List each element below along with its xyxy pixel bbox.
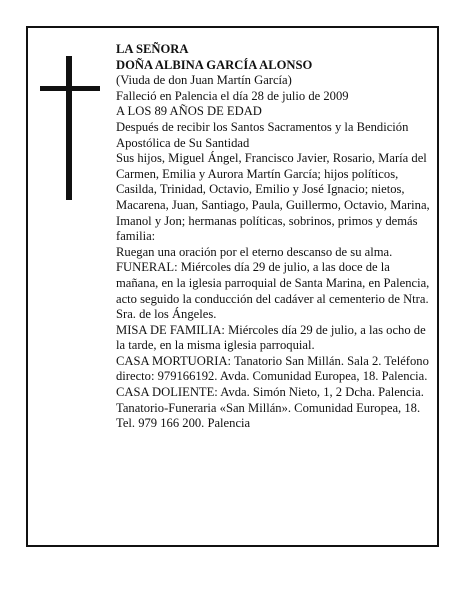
family-text: Sus hijos, Miguel Ángel, Francisco Javier, Rosario, María del Carmen, Emilia y Aurora Martín García; hijos políticos, Casilda, Trinidad, Octavio, Emilio y José Ignacio; nietos, Macarena, Juan, Santiago, Paula, Guillermo, Octavio, Marina, Imanol y Jon; hermanas políticas, sobrinos, primos y demás familia: xyxy=(116,151,430,244)
widow-of: (Viuda de don Juan Martín García) xyxy=(116,73,292,88)
cross-vertical-bar xyxy=(66,56,72,200)
funeral-home-info: CASA MORTUORIA: Tanatorio San Millán. Sala 2. Teléfono directo: 979166192. Avda. Comunidad Europea, 18. Palencia. xyxy=(116,353,429,384)
prayer-text: Ruegan una oración por el eterno descanso de su alma. xyxy=(116,244,393,259)
funeral-info: FUNERAL: Miércoles día 29 de julio, a las doce de la mañana, en la iglesia parroquial de Santa Marina, en Palencia, acto seguido la conducción del cadáver al cementerio de Ntra. Sra. de los Ángeles. xyxy=(116,260,430,322)
mourning-house-info: CASA DOLIENTE: Avda. Simón Nieto, 1, 2 Dcha. Palencia. xyxy=(116,385,424,400)
notice-text xyxy=(116,42,434,432)
sacraments-text: Después de recibir los Santos Sacramentos y la Bendición Apostólica de Su Santidad xyxy=(116,119,409,150)
funeral-service-info: Tanatorio-Funeraria «San Millán». Comunidad Europea, 18. Tel. 979 166 200. Palencia xyxy=(116,400,421,431)
deceased-name: DOÑA ALBINA GARCÍA ALONSO xyxy=(116,57,313,72)
death-date: Falleció en Palencia el día 28 de julio de 2009 xyxy=(116,88,349,103)
obituary-notice xyxy=(26,26,439,547)
age-at-death: A LOS 89 AÑOS DE EDAD xyxy=(116,104,262,119)
family-mass-info: MISA DE FAMILIA: Miércoles día 29 de julio, a las ocho de la tarde, en la misma iglesia parroquial. xyxy=(116,322,426,353)
cross-icon xyxy=(40,56,100,200)
notice-title: LA SEÑORA xyxy=(116,42,189,56)
cross-horizontal-bar xyxy=(40,86,100,91)
